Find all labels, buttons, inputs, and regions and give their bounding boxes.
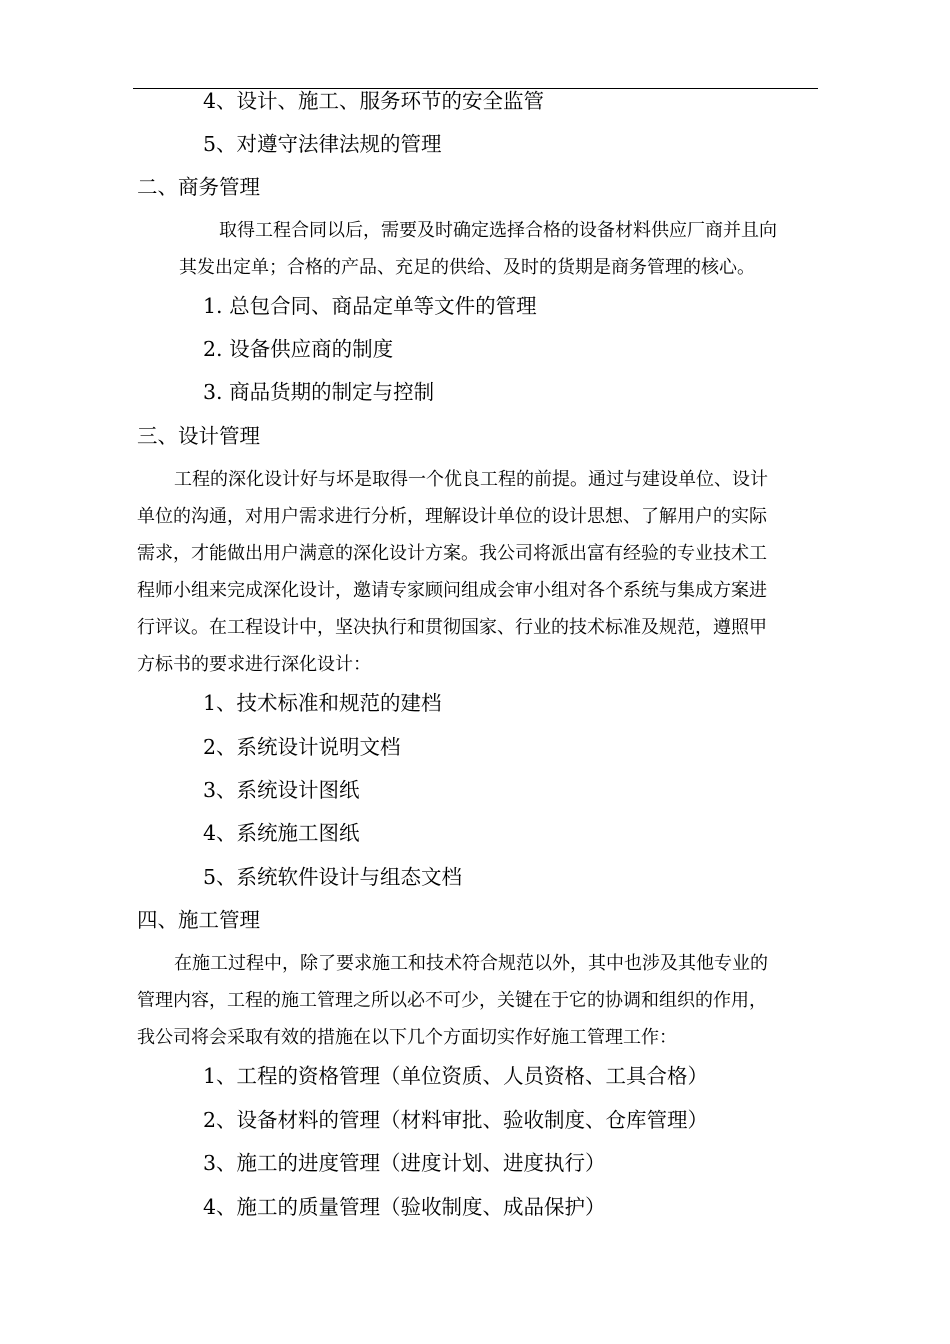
paragraph-line: 其发出定单；合格的产品、充足的供给、及时的货期是商务管理的核心。 bbox=[179, 257, 755, 278]
paragraph-line: 需求，才能做出用户满意的深化设计方案。我公司将派出富有经验的专业技术工 bbox=[137, 543, 767, 564]
paragraph-line: 方标书的要求进行深化设计： bbox=[137, 654, 371, 675]
list-item: 3、施工的进度管理（进度计划、进度执行） bbox=[203, 1151, 606, 1175]
list-item: 2、系统设计说明文档 bbox=[203, 735, 401, 759]
section-heading-design: 三、设计管理 bbox=[137, 424, 260, 448]
list-item: 5、对遵守法律法规的管理 bbox=[203, 132, 442, 156]
paragraph-line: 单位的沟通，对用户需求进行分析，理解设计单位的设计思想、了解用户的实际 bbox=[137, 506, 767, 527]
paragraph-line: 工程的深化设计好与坏是取得一个优良工程的前提。通过与建设单位、设计 bbox=[174, 469, 768, 490]
paragraph-line: 管理内容，工程的施工管理之所以必不可少，关键在于它的协调和组织的作用， bbox=[137, 990, 767, 1011]
section-heading-business: 二、商务管理 bbox=[137, 175, 260, 199]
list-item: 1、工程的资格管理（单位资质、人员资格、工具合格） bbox=[203, 1064, 709, 1088]
section-heading-construction: 四、施工管理 bbox=[137, 908, 260, 932]
list-item: 3、系统设计图纸 bbox=[203, 778, 360, 802]
list-item: 3. 商品货期的制定与控制 bbox=[203, 380, 435, 404]
paragraph-line: 行评议。在工程设计中，坚决执行和贯彻国家、行业的技术标准及规范，遵照甲 bbox=[137, 617, 767, 638]
list-item: 4、施工的质量管理（验收制度、成品保护） bbox=[203, 1195, 606, 1219]
paragraph-line: 取得工程合同以后，需要及时确定选择合格的设备材料供应厂商并且向 bbox=[219, 220, 777, 241]
paragraph-line: 我公司将会采取有效的措施在以下几个方面切实作好施工管理工作： bbox=[137, 1027, 677, 1048]
list-item: 1. 总包合同、商品定单等文件的管理 bbox=[203, 294, 537, 318]
list-item: 1、技术标准和规范的建档 bbox=[203, 691, 442, 715]
list-item: 2. 设备供应商的制度 bbox=[203, 337, 394, 361]
list-item: 5、系统软件设计与组态文档 bbox=[203, 865, 463, 889]
list-item: 4、设计、施工、服务环节的安全监管 bbox=[203, 89, 545, 113]
list-item: 4、系统施工图纸 bbox=[203, 821, 360, 845]
list-item: 2、设备材料的管理（材料审批、验收制度、仓库管理） bbox=[203, 1108, 709, 1132]
paragraph-line: 在施工过程中，除了要求施工和技术符合规范以外，其中也涉及其他专业的 bbox=[174, 953, 768, 974]
paragraph-line: 程师小组来完成深化设计，邀请专家顾问组成会审小组对各个系统与集成方案进 bbox=[137, 580, 767, 601]
